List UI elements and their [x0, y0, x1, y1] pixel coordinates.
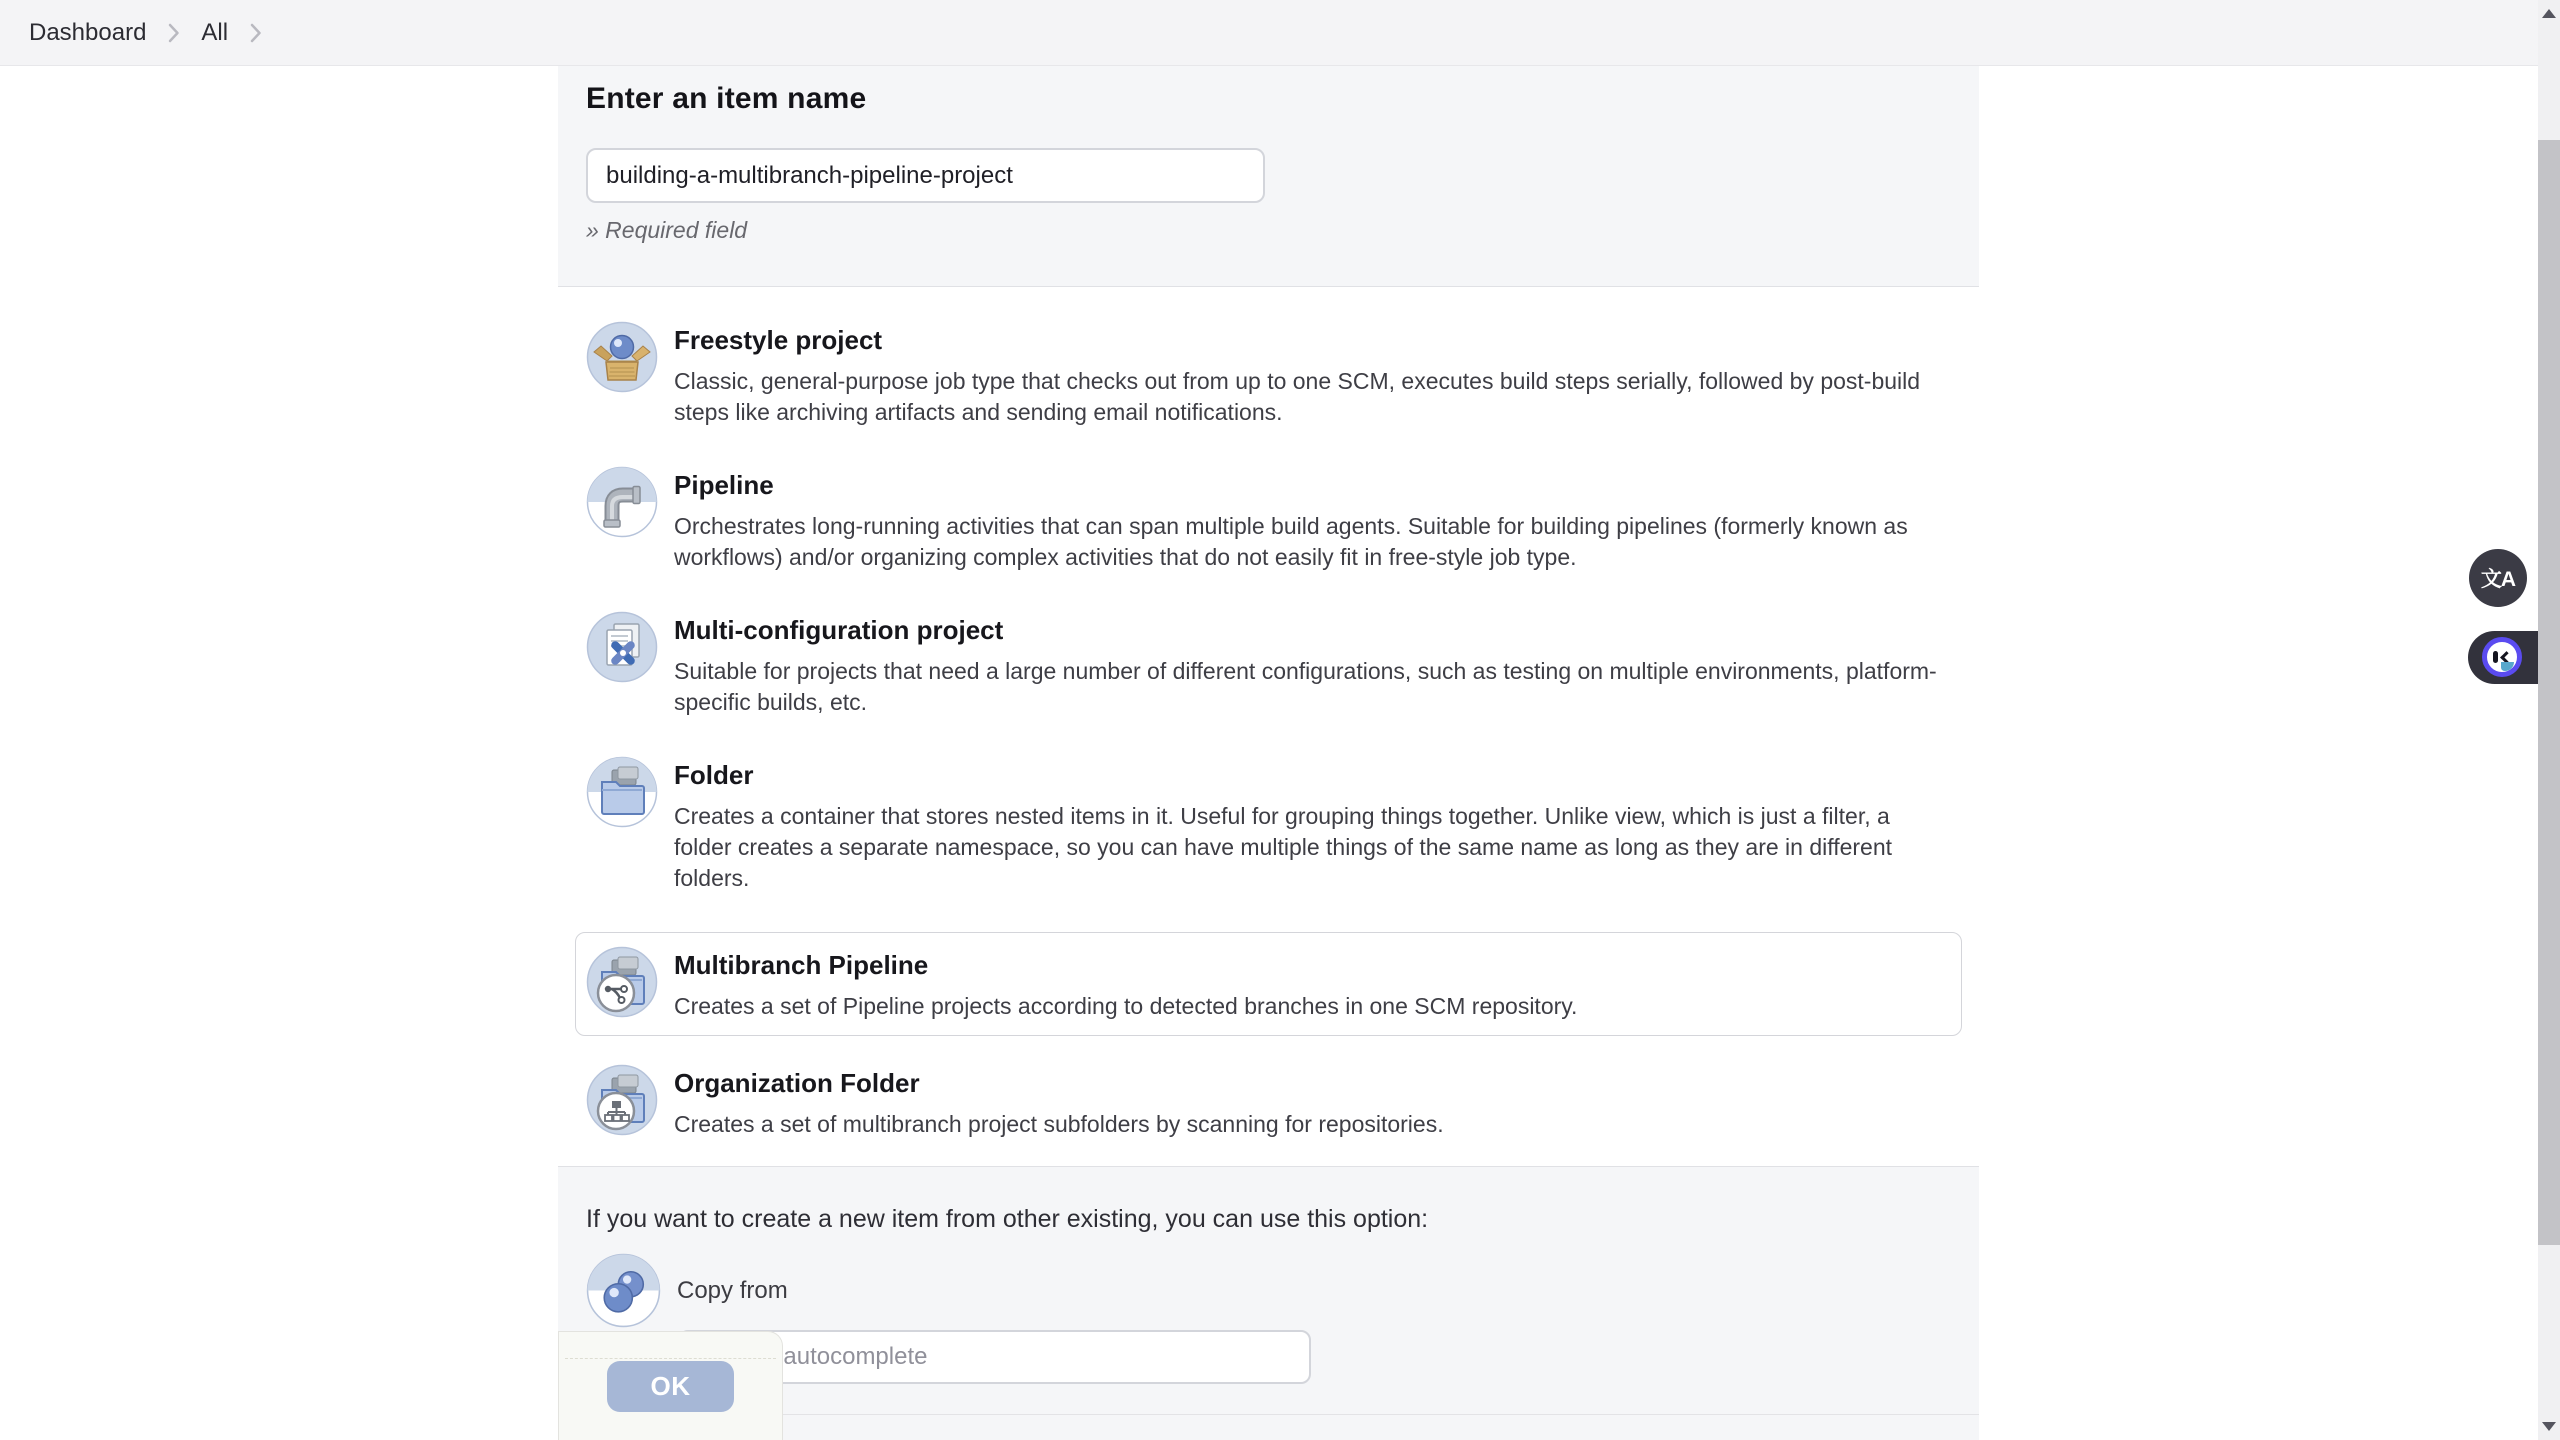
item-type-freestyle-project[interactable] [586, 321, 1951, 428]
item-type-description: Orchestrates long-running activities that can span multiple build agents. Suitable for building pipelines (formerly known as workflows) and/or organizing complex activities that do not easily fit in free-style job type. [674, 513, 1908, 570]
item-type-title[interactable]: Organization Folder [674, 1068, 920, 1098]
footer-divider [565, 1358, 776, 1359]
freestyle-project-icon [586, 321, 658, 393]
item-type-title[interactable]: Freestyle project [674, 325, 883, 355]
item-type-folder[interactable] [586, 756, 1951, 894]
scroll-up-arrow-icon[interactable] [2542, 9, 2556, 18]
breadcrumb-all[interactable]: All [201, 18, 229, 46]
multi-configuration-icon [586, 611, 658, 683]
item-type-multi-configuration[interactable] [586, 611, 1951, 718]
required-field-hint: » Required field [586, 217, 748, 243]
item-type-list [558, 286, 1979, 1167]
item-type-multibranch-selected-box [575, 932, 1962, 1036]
multibranch-pipeline-icon [586, 946, 658, 1018]
item-type-description: Creates a container that stores nested items in it. Useful for grouping things together. Unlike view, which is just a filter, a folder creates a separate namespace, so you can have multiple things of the same name as long as they are in different folders. [674, 803, 1893, 891]
bottom-action-bar [558, 1331, 783, 1440]
folder-icon [586, 756, 658, 828]
item-type-description: Creates a set of multibranch project subfolders by scanning for repositories. [674, 1111, 1444, 1137]
item-type-description: Suitable for projects that need a large number of different configurations, such as testing on multiple environments, platform-specific builds, etc. [674, 658, 1937, 715]
organization-folder-icon [586, 1064, 658, 1136]
page-title: Enter an item name [586, 82, 867, 115]
item-type-title[interactable]: Multi-configuration project [674, 615, 1004, 645]
item-type-description: Creates a set of Pipeline projects according to detected branches in one SCM repository. [674, 993, 1578, 1019]
chevron-right-icon [248, 21, 263, 45]
pipeline-icon [586, 466, 658, 538]
item-name-section [558, 66, 1979, 286]
breadcrumb [0, 0, 2538, 66]
item-type-pipeline[interactable] [586, 466, 1951, 573]
robot-eye-left [2493, 651, 2498, 663]
chevron-right-icon [166, 21, 181, 45]
item-type-multibranch-pipeline[interactable] [586, 946, 1951, 1022]
ok-button[interactable]: OK [607, 1361, 734, 1412]
translate-button[interactable] [2469, 549, 2527, 607]
robot-accent [2501, 662, 2514, 671]
scroll-down-arrow-icon[interactable] [2542, 1422, 2556, 1431]
item-name-input[interactable] [586, 148, 1265, 203]
copy-from-row [586, 1253, 1951, 1328]
new-item-form [558, 66, 1979, 1440]
scrollbar-thumb[interactable] [2538, 140, 2560, 1245]
breadcrumb-dashboard[interactable]: Dashboard [29, 18, 147, 46]
copy-from-hint: If you want to create a new item from other existing, you can use this option: [586, 1205, 1429, 1233]
item-type-title[interactable]: Pipeline [674, 470, 774, 500]
item-type-title[interactable]: Folder [674, 760, 754, 790]
copy-from-label: Copy from [677, 1276, 788, 1304]
item-type-title[interactable]: Multibranch Pipeline [674, 950, 929, 980]
robot-face-icon [2482, 637, 2522, 677]
item-type-organization-folder[interactable] [586, 1064, 1951, 1140]
assistant-button[interactable] [2468, 631, 2544, 684]
copy-from-icon [586, 1253, 661, 1328]
translate-icon: 文A [2480, 568, 2516, 591]
vertical-scrollbar[interactable] [2538, 0, 2560, 1440]
item-type-description: Classic, general-purpose job type that checks out from up to one SCM, executes build steps serially, followed by post-build steps like archiving artifacts and sending email notifications. [674, 368, 1921, 425]
